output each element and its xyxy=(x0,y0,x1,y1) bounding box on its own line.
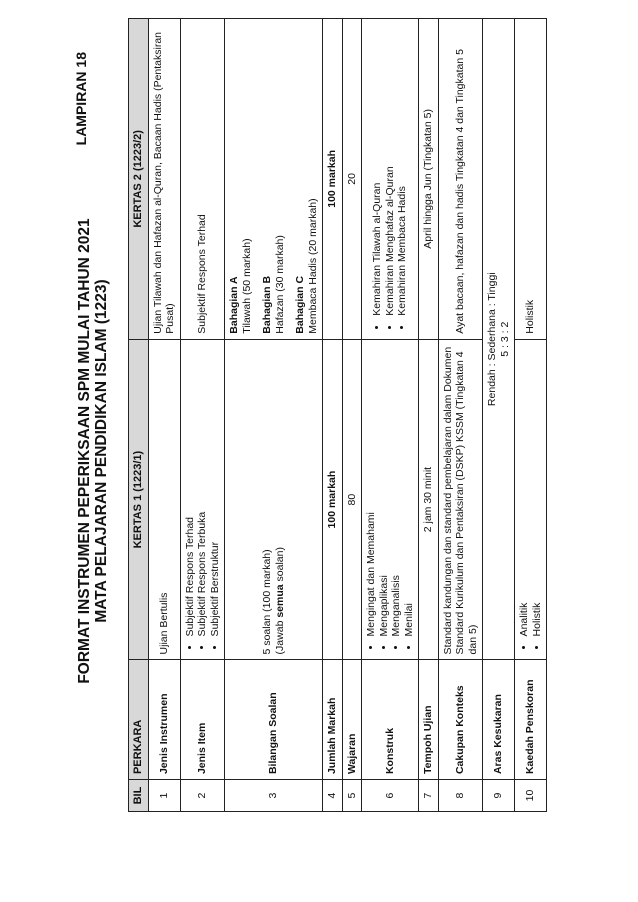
cell-kertas-1: Ujian Bertulis xyxy=(148,339,180,660)
table-row xyxy=(342,19,362,812)
cell-kertas-1 xyxy=(180,339,225,660)
row-number: 4 xyxy=(323,780,343,812)
document-subtitle: MATA PELAJARAN PENDIDIKAN ISLAM (1223) xyxy=(93,279,110,623)
row-number: 2 xyxy=(180,780,225,812)
row-perkara: Kaedah Penskoran xyxy=(515,660,547,780)
table-row xyxy=(148,19,180,812)
row-perkara: Bilangan Soalan xyxy=(225,660,323,780)
list-item: • Kemahiran Membaca Hadis xyxy=(396,24,409,316)
section-a: Bahagian A Tilawah (50 markah) xyxy=(228,238,253,334)
row-number: 10 xyxy=(515,780,547,812)
row-number: 8 xyxy=(438,780,483,812)
section-b: Bahagian B Hafazan (30 markah) xyxy=(261,235,286,334)
table-row xyxy=(483,19,515,812)
difficulty-ratio: 5 : 3 : 2 xyxy=(498,321,511,357)
header-kertas-2: KERTAS 2 (1223/2) xyxy=(129,19,149,340)
list-item: • Menganalisis xyxy=(390,345,403,637)
cell-kertas-1: 100 markah xyxy=(323,339,343,660)
row-number: 6 xyxy=(362,780,419,812)
list-item: • Subjektif Respons Terbuka xyxy=(196,345,209,637)
cell-kertas-1 xyxy=(515,339,547,660)
difficulty-levels: Rendah : Sederhana : Tinggi xyxy=(486,272,498,407)
table-row xyxy=(419,19,439,812)
row-perkara: Jenis Instrumen xyxy=(148,660,180,780)
question-count: 5 soalan (100 markah) xyxy=(261,549,273,655)
row-number: 5 xyxy=(342,780,362,812)
list-item: • Holistik xyxy=(531,345,544,637)
row-perkara: Wajaran xyxy=(342,660,362,780)
row-perkara: Jenis Item xyxy=(180,660,225,780)
row-perkara: Jumlah Markah xyxy=(323,660,343,780)
table-header-row xyxy=(129,19,149,812)
list-item: • Analitik xyxy=(518,345,531,637)
list-item: • Subjektif Respons Terhad xyxy=(184,345,197,637)
cell-kertas-2: Holistik xyxy=(515,19,547,340)
answer-instruction: (Jawab semua soalan) xyxy=(273,547,286,655)
row-perkara: Aras Kesukaran xyxy=(483,660,515,780)
cell-kertas-2: Ujian Tilawah dan Hafazan al-Quran, Bacaan Hadis (Pentaksiran Pusat) xyxy=(148,19,180,340)
cell-kertas-2: 100 markah xyxy=(323,19,343,340)
table-row xyxy=(225,19,323,812)
cell-kertas-1 xyxy=(362,339,419,660)
cell-merged xyxy=(483,19,515,660)
table-row xyxy=(180,19,225,812)
row-perkara: Konstruk xyxy=(362,660,419,780)
list-item: • Mengaplikasi xyxy=(378,345,391,637)
cell-kertas-1: Standard kandungan dan standard pembelajaran dalam Dokumen Standard Kurikulum dan Pentaksiran (DSKP) KSSM (Tingkatan 4 dan 5) xyxy=(438,339,483,660)
table-row xyxy=(438,19,483,812)
cell-kertas-2 xyxy=(225,19,323,340)
exam-format-table xyxy=(128,18,547,812)
list-item: • Mengingat dan Memahami xyxy=(365,345,378,637)
table-row xyxy=(323,19,343,812)
table-row xyxy=(362,19,419,812)
header-bil: BIL xyxy=(129,780,149,812)
cell-kertas-2: April hingga Jun (Tingkatan 5) xyxy=(419,19,439,340)
row-perkara: Cakupan Konteks xyxy=(438,660,483,780)
list-item: • Menilai xyxy=(403,345,416,637)
cell-kertas-1 xyxy=(225,339,323,660)
cell-kertas-2: 20 xyxy=(342,19,362,340)
row-number: 7 xyxy=(419,780,439,812)
header-kertas-1: KERTAS 1 (1223/1) xyxy=(129,339,149,660)
list-item: • Subjektif Berstruktur xyxy=(209,345,222,637)
row-number: 1 xyxy=(148,780,180,812)
document-title: FORMAT INSTRUMEN PEPERIKSAAN SPM MULAI TAHUN 2021 xyxy=(76,218,93,684)
list-item: • Kemahiran Tilawah al-Quran xyxy=(371,24,384,316)
header-perkara: PERKARA xyxy=(129,660,149,780)
cell-kertas-1: 2 jam 30 minit xyxy=(419,339,439,660)
list-item: • Kemahiran Menghafaz al-Quran xyxy=(384,24,397,316)
cell-kertas-2 xyxy=(362,19,419,340)
table-row xyxy=(515,19,547,812)
row-number: 9 xyxy=(483,780,515,812)
cell-kertas-2: Ayat bacaan, hafazan dan hadis Tingkatan 4 dan Tingkatan 5 xyxy=(438,19,483,340)
section-c: Bahagian C Membaca Hadis (20 markah) xyxy=(294,198,319,334)
appendix-label: LAMPIRAN 18 xyxy=(73,52,89,146)
row-number: 3 xyxy=(225,780,323,812)
row-perkara: Tempoh Ujian xyxy=(419,660,439,780)
cell-kertas-2: Subjektif Respons Terhad xyxy=(180,19,225,340)
cell-kertas-1: 80 xyxy=(342,339,362,660)
